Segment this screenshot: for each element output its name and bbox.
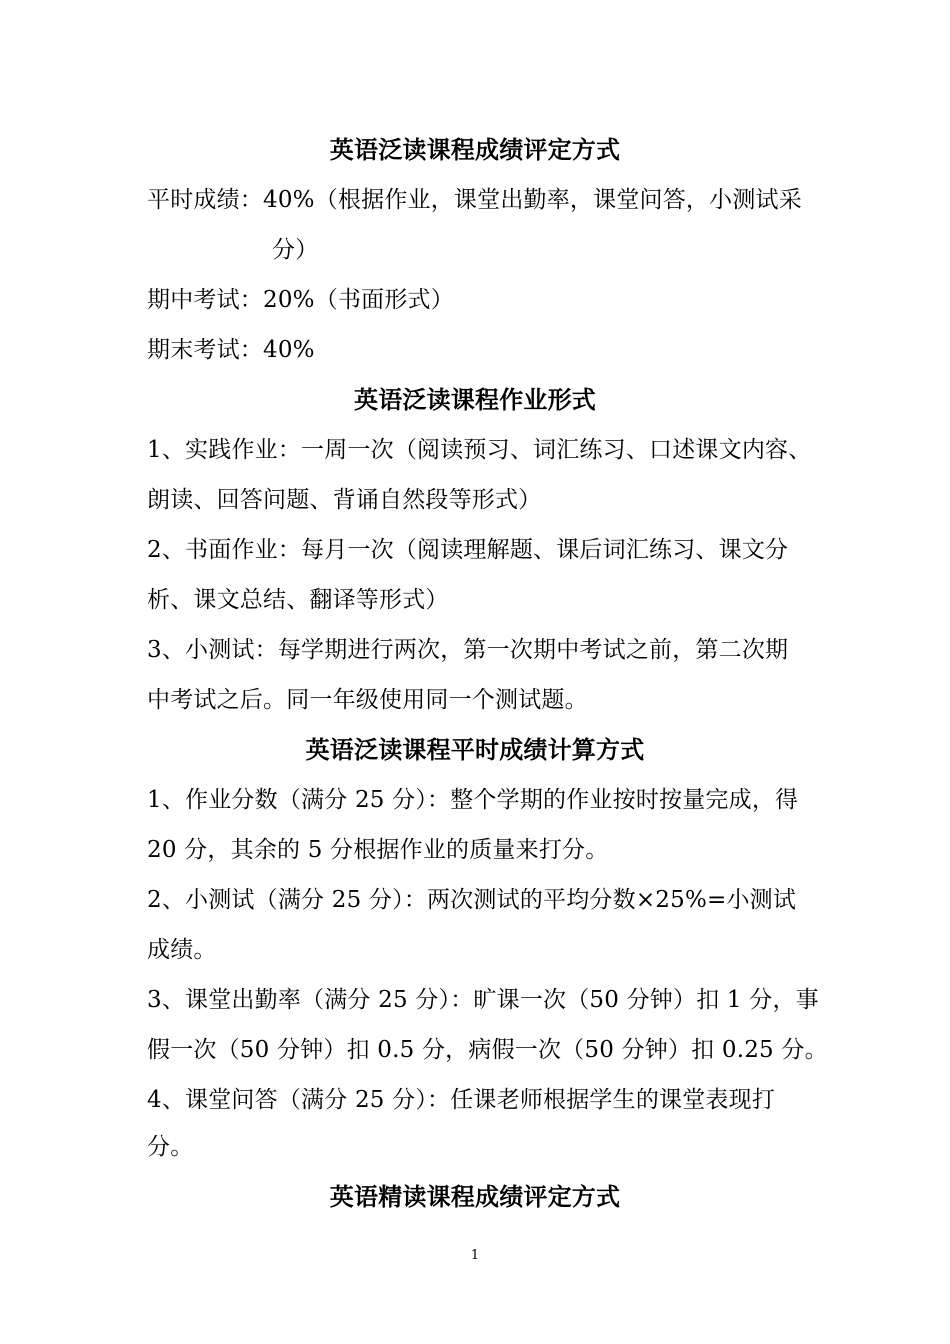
paragraph-line: 分）: [272, 237, 319, 263]
paragraph-line: 期末考试：40%: [147, 337, 315, 363]
section-heading-homework-format: 英语泛读课程作业形式: [354, 385, 596, 414]
paragraph-line: 2、小测试（满分 25 分）：两次测试的平均分数×25%=小测试: [147, 887, 797, 913]
paragraph-line: 期中考试：20%（书面形式）: [147, 287, 454, 313]
section-heading-intensive-reading-assessment: 英语精读课程成绩评定方式: [329, 1182, 621, 1211]
section-heading-grade-assessment: 英语泛读课程成绩评定方式: [329, 135, 621, 164]
paragraph-line: 中考试之后。同一年级使用同一个测试题。: [147, 687, 588, 713]
paragraph-line: 分。: [147, 1134, 194, 1160]
section-heading-regular-score-calculation: 英语泛读课程平时成绩计算方式: [305, 735, 645, 764]
paragraph-line: 析、课文总结、翻译等形式）: [147, 587, 449, 613]
paragraph-line: 20 分，其余的 5 分根据作业的质量来打分。: [147, 837, 609, 863]
paragraph-line: 成绩。: [147, 937, 217, 963]
paragraph-line: 1、实践作业：一周一次（阅读预习、词汇练习、口述课文内容、: [147, 437, 812, 463]
page-number: 1: [470, 1248, 480, 1263]
paragraph-line: 平时成绩：40%（根据作业，课堂出勤率，课堂问答，小测试采: [147, 187, 802, 213]
paragraph-line: 4、课堂问答（满分 25 分）：任课老师根据学生的课堂表现打: [147, 1087, 776, 1113]
paragraph-line: 3、小测试：每学期进行两次，第一次期中考试之前，第二次期: [147, 637, 789, 663]
paragraph-line: 朗读、回答问题、背诵自然段等形式）: [147, 487, 542, 513]
paragraph-line: 假一次（50 分钟）扣 0.5 分，病假一次（50 分钟）扣 0.25 分。: [147, 1037, 828, 1063]
paragraph-line: 2、书面作业：每月一次（阅读理解题、课后词汇练习、课文分: [147, 537, 789, 563]
paragraph-line: 3、课堂出勤率（满分 25 分）：旷课一次（50 分钟）扣 1 分，事: [147, 987, 819, 1013]
paragraph-line: 1、作业分数（满分 25 分）：整个学期的作业按时按量完成，得: [147, 787, 799, 813]
